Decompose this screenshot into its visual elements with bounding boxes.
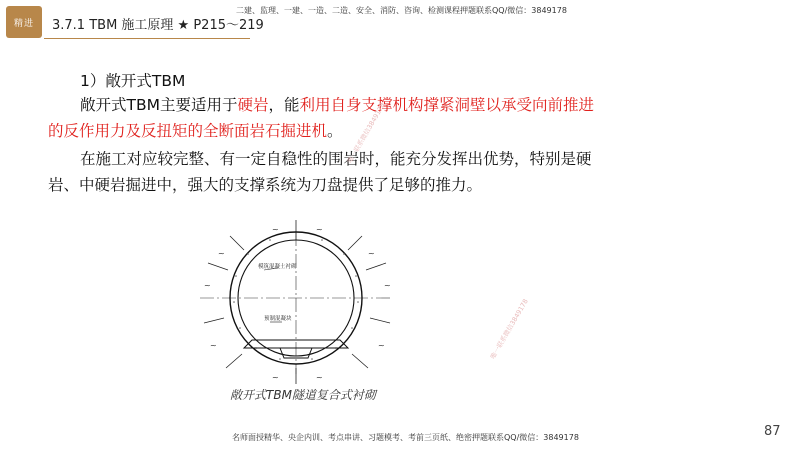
logo [6,6,42,38]
para1-highlight-definition: 利用自身支撑机构撑紧洞壁以承受向前推进的反作用力及反扭矩的全断面岩石掘进机 [48,96,595,140]
figure-caption: 敞开式TBM隧道复合式衬砌 [230,388,376,402]
svg-text:~: ~ [316,225,323,234]
header-divider [44,38,250,39]
svg-text:~: ~ [210,341,217,350]
svg-text:~: ~ [384,281,391,290]
tunnel-lining-diagram [200,218,400,388]
watermark-1: 唯一联系微信3849178 [345,101,387,165]
footer-banner: 名师面授精华、央企内训、考点串讲、习题模考、考前三页纸、绝密押题联系QQ/微信：3849178 [232,433,579,442]
svg-text:~: ~ [218,249,225,258]
watermark-2: 唯一联系微信3849178 [488,297,530,361]
section-heading: 1）敞开式TBM [80,72,186,90]
svg-text:~: ~ [378,341,385,350]
top-banner: 二建、监理、一建、一造、二造、安全、消防、咨询、检测课程押题联系QQ/微信：3849178 [236,6,567,15]
label-precast-block: 预制混凝块 [264,316,292,322]
paragraph-1 [48,92,608,144]
paragraph-2: 在施工对应较完整、有一定自稳性的围岩时，能充分发挥出优势，特别是硬岩、中硬岩掘进中，强大的支撑系统为刀盘提供了足够的推力。 [48,150,592,194]
svg-text:~: ~ [272,373,279,382]
para1-text-a: 敞开式TBM主要适用于 [80,96,238,114]
page-number: 87 [764,424,781,439]
svg-text:~: ~ [272,225,279,234]
svg-text:~: ~ [316,373,323,382]
svg-text:~: ~ [368,249,375,258]
page-title: 3.7.1 TBM 施工原理 ★ P215～219 [52,18,264,33]
para1-text-c: ，能 [268,96,300,114]
label-cast-concrete-lining: 模筑混凝土衬砌 [258,264,297,270]
logo-text: 精进 [13,18,34,29]
svg-text:~: ~ [204,281,211,290]
para1-text-e: 。 [327,122,343,140]
para1-highlight-hard-rock: 硬岩 [237,96,269,114]
